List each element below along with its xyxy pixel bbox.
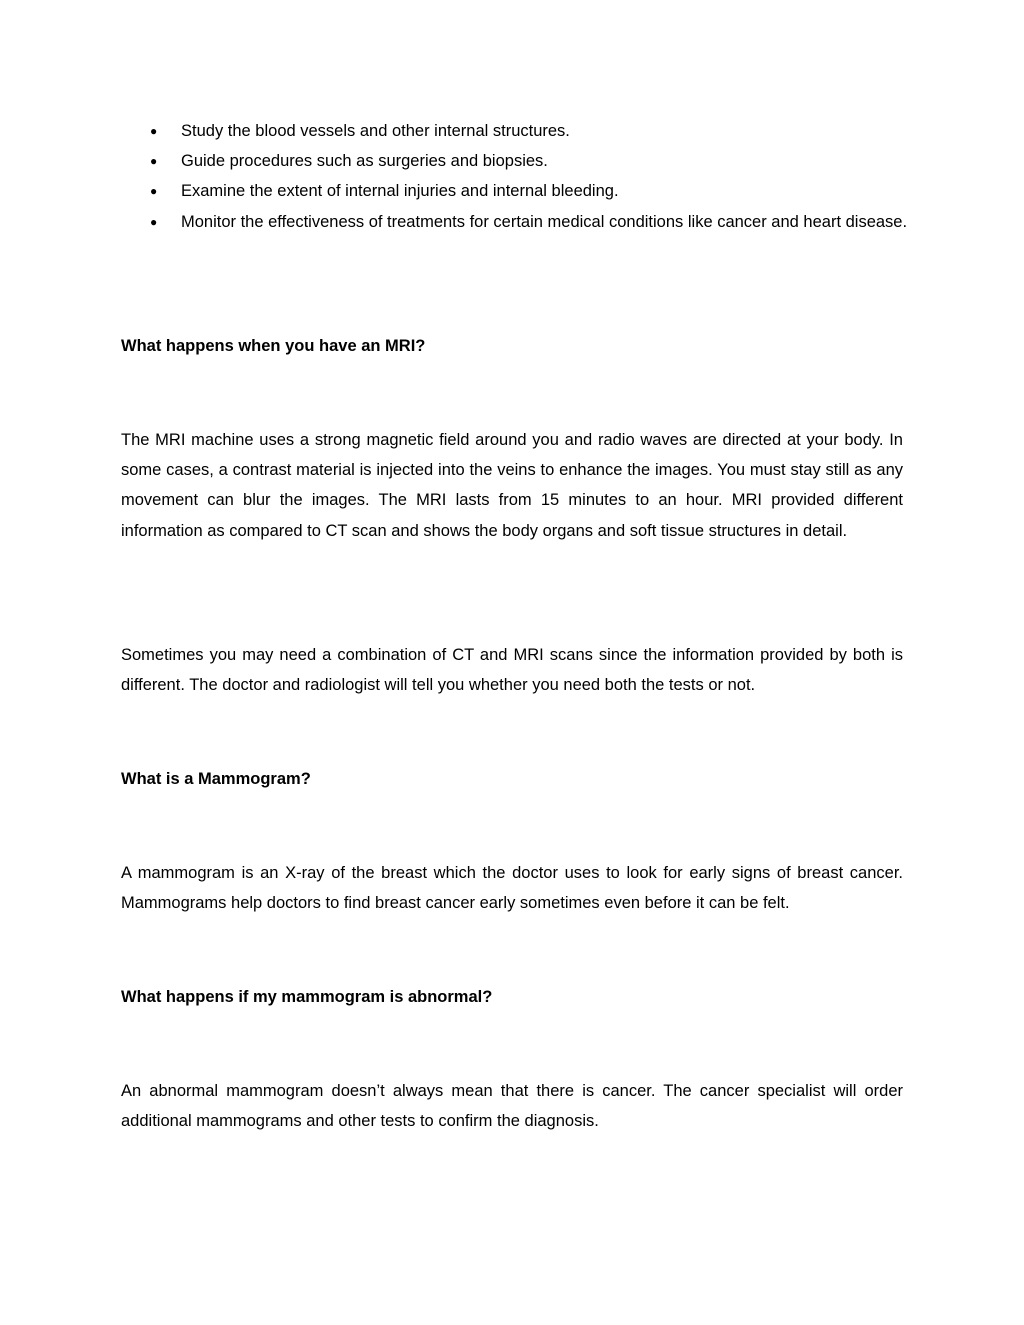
mammogram-heading: What is a Mammogram? — [121, 770, 311, 788]
list-item — [150, 207, 910, 237]
bullet-icon: ● — [150, 124, 158, 138]
bullet-icon: ● — [150, 214, 158, 229]
list-item — [150, 146, 910, 176]
list-item-text: Monitor the effectiveness of treatments for certain medical conditions like cancer and heart disease. — [181, 212, 908, 231]
bullet-icon: ● — [150, 184, 158, 199]
list-item — [150, 116, 910, 146]
list-item-text: Study the blood vessels and other internal structures. — [181, 122, 570, 140]
list-item-text: Examine the extent of internal injuries and internal bleeding. — [181, 182, 619, 201]
mri-paragraph: The MRI machine uses a strong magnetic field around you and radio waves are directed at your body. In some cases, a contrast material is injected into the veins to enhance the images. You must stay still as any movement can blur the images. The MRI lasts from 15 minutes to an hour. MRI provided different information as compared to CT scan and shows the body organs and soft tissue structures in detail. — [121, 431, 903, 540]
mammogram-paragraph: A mammogram is an X-ray of the breast which the doctor uses to look for early signs of breast cancer. Mammograms help doctors to find breast cancer early sometimes even before it can be felt. — [121, 864, 903, 913]
ct-mri-combination-paragraph: Sometimes you may need a combination of CT and MRI scans since the information provided by both is different. The doctor and radiologist will tell you whether you need both the tests or not. — [121, 646, 903, 695]
uses-bullet-list — [150, 116, 910, 237]
list-item-text: Guide procedures such as surgeries and biopsies. — [181, 152, 548, 171]
abnormal-mammogram-paragraph: An abnormal mammogram doesn’t always mean that there is cancer. The cancer specialist will order additional mammograms and other tests to confirm the diagnosis. — [121, 1082, 903, 1131]
list-item — [150, 176, 910, 206]
abnormal-mammogram-heading: What happens if my mammogram is abnormal? — [121, 988, 493, 1006]
bullet-icon: ● — [150, 154, 158, 169]
mri-heading: What happens when you have an MRI? — [121, 337, 426, 355]
